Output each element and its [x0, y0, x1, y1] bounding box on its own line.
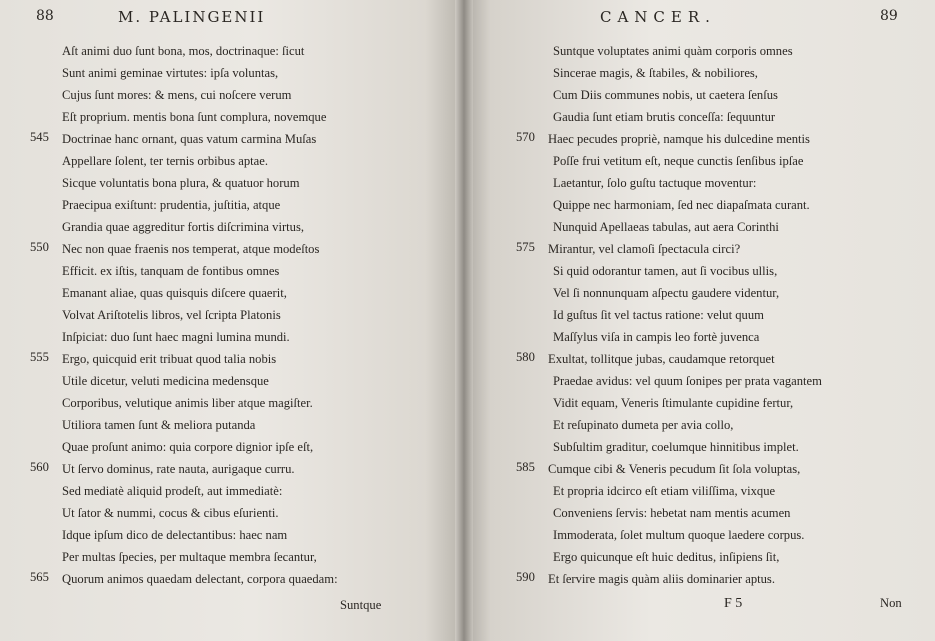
verse-line: Cum Diis communes nobis, ut caetera ſenſus	[553, 88, 778, 102]
verse-line: Utiliora tamen ſunt & meliora putanda	[62, 418, 256, 432]
verse-line: Quae proſunt animo: quia corpore dignior ipſe eſt,	[62, 440, 314, 454]
verse-line: Sed mediatè aliquid prodeſt, aut immediatè:	[62, 484, 283, 498]
verse-line: Immoderata, ſolet multum quoque laedere corpus.	[553, 528, 805, 542]
verse-line: Utile dicetur, veluti medicina medensque	[62, 374, 269, 388]
verse-line: Ergo quicunque eſt huic deditus, inſipiens ſit,	[553, 550, 780, 564]
verse-line: Cumque cibi & Veneris pecudum ſit ſola voluptas,	[548, 462, 801, 476]
verse-line: Doctrinae hanc ornant, quas vatum carmina Muſas	[62, 132, 317, 146]
verse-line: Exultat, tollitque jubas, caudamque retorquet	[548, 352, 775, 366]
verse-line: Efficit. ex iſtis, tanquam de fontibus omnes	[62, 264, 280, 278]
verse-line: Si quid odorantur tamen, aut ſi vocibus ullis,	[553, 264, 778, 278]
verse-line: Poſſe frui vetitum eſt, neque cunctis ſenſibus ipſae	[553, 154, 804, 168]
verse-line: Praecipua exiſtunt: prudentia, juſtitia, atque	[62, 198, 281, 212]
right-page-number: 89	[880, 8, 898, 24]
verse-line: Emanant aliae, quas quisquis diſcere quaerit,	[62, 286, 287, 300]
verse-line: Et propria idcirco eſt etiam viliſſima, vixque	[553, 484, 776, 498]
left-catchword: Suntque	[340, 598, 382, 612]
verse-line: Et ſervire magis quàm aliis dominarier aptus.	[548, 572, 775, 586]
line-number: 550	[30, 240, 49, 254]
right-running-head: CANCER.	[600, 8, 716, 26]
line-number: 580	[516, 350, 535, 364]
right-page	[462, 0, 935, 641]
verse-line: Cujus ſunt mores: & mens, cui noſcere verum	[62, 88, 292, 102]
verse-line: Inſpiciat: duo ſunt haec magni lumina mundi.	[62, 330, 290, 344]
verse-line: Vidit equam, Veneris ſtimulante cupidine fertur,	[553, 396, 794, 410]
verse-line: Aſt animi duo ſunt bona, mos, doctrinaque: ſicut	[62, 44, 305, 58]
verse-line: Suntque voluptates animi quàm corporis omnes	[553, 44, 793, 58]
left-page-number: 88	[36, 8, 54, 24]
line-number: 560	[30, 460, 49, 474]
verse-line: Volvat Ariſtotelis libros, vel ſcripta Platonis	[62, 308, 281, 322]
verse-line: Id guſtus ſit vel tactus ratione: velut quum	[553, 308, 764, 322]
line-number: 555	[30, 350, 49, 364]
line-number: 570	[516, 130, 535, 144]
verse-line: Ergo, quicquid erit tribuat quod talia nobis	[62, 352, 277, 366]
verse-line: Sincerae magis, & ſtabiles, & nobiliores,	[553, 66, 758, 80]
line-number: 565	[30, 570, 49, 584]
verse-line: Grandia quae aggreditur fortis diſcrimina virtus,	[62, 220, 305, 234]
verse-line: Et reſupinato dumeta per avia collo,	[553, 418, 734, 432]
verse-line: Quippe nec harmoniam, ſed nec diapaſmata curant.	[553, 198, 810, 212]
line-number: 590	[516, 570, 535, 584]
verse-line: Haec pecudes propriè, namque his dulcedine mentis	[548, 132, 810, 146]
verse-line: Idque ipſum dico de delectantibus: haec nam	[62, 528, 288, 542]
verse-line: Per multas ſpecies, per multaque membra ſecantur,	[62, 550, 317, 564]
verse-line: Conveniens ſervis: hebetat nam mentis acumen	[553, 506, 791, 520]
verse-line: Ut ſator & nummi, cocus & cibus eſurienti.	[62, 506, 279, 520]
verse-line: Vel ſi nonnunquam aſpectu gaudere videntur,	[553, 286, 780, 300]
verse-line: Corporibus, velutique animis liber atque magiſter.	[62, 396, 313, 410]
left-page	[0, 0, 462, 641]
line-number: 575	[516, 240, 535, 254]
right-catchword: Non	[880, 596, 902, 610]
line-number: 585	[516, 460, 535, 474]
verse-line: Eſt proprium. mentis bona ſunt complura, novemque	[62, 110, 327, 124]
book-gutter	[455, 0, 473, 641]
signature-mark: F 5	[724, 596, 743, 611]
verse-line: Sicque voluntatis bona plura, & quatuor horum	[62, 176, 300, 190]
verse-line: Sunt animi geminae virtutes: ipſa voluntas,	[62, 66, 279, 80]
verse-line: Ut ſervo dominus, rate nauta, aurigaque curru.	[62, 462, 295, 476]
verse-line: Nunquid Apellaeas tabulas, aut aera Corinthi	[553, 220, 779, 234]
verse-line: Quorum animos quaedam delectant, corpora quaedam:	[62, 572, 338, 586]
verse-line: Praedae avidus: vel quum ſonipes per prata vagantem	[553, 374, 822, 388]
verse-line: Nec non quae fraenis nos temperat, atque modeſtos	[62, 242, 320, 256]
verse-line: Laetantur, ſolo guſtu tactuque moventur:	[553, 176, 757, 190]
line-number: 545	[30, 130, 49, 144]
verse-line: Maſſylus viſa in campis leo fortè juvenca	[553, 330, 760, 344]
verse-line: Subſultim graditur, coelumque hinnitibus implet.	[553, 440, 799, 454]
verse-line: Mirantur, vel clamoſi ſpectacula circi?	[548, 242, 741, 256]
verse-line: Appellare ſolent, ter ternis orbibus aptae.	[62, 154, 268, 168]
left-running-head: M. PALINGENII	[118, 8, 266, 26]
verse-line: Gaudia ſunt etiam brutis conceſſa: ſequuntur	[553, 110, 776, 124]
